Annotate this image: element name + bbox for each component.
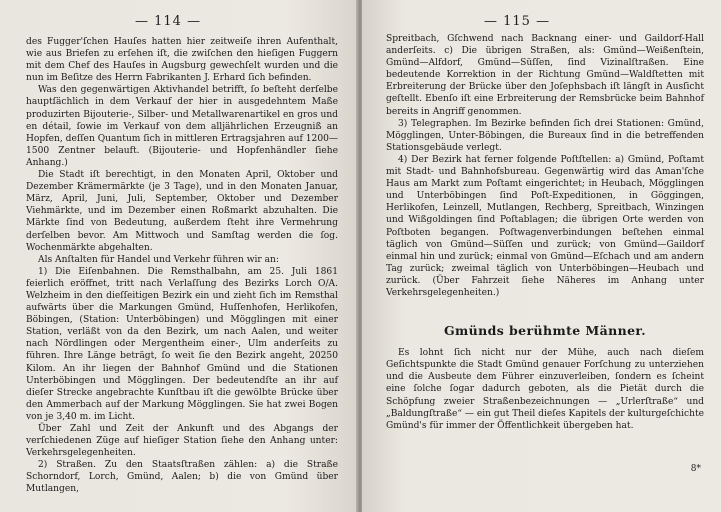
paragraph: 2) Straßen. Zu den Staatsſtraßen zählen: a) die Straße Schorndorf, Lorch, Gmünd, Aalen; b) die von Gmünd über Mutlangen,: [26, 460, 338, 495]
section-heading: Gmünds berühmte Männer.: [443, 323, 647, 339]
paragraph: 4) Der Bezirk hat ferner folgende Poſtſtellen: a) Gmünd, Poſtamt mit Stadt- und Bahnhofsbureau. Gegenwärtig wird das Aman'ſche Haus am Markt zum Poſtamt eingerichtet; in Heubach, Mögglingen und Unterböbingen ſind Poſt-Expeditionen, in Göggingen, Herlikofen, Leinzell, Mutlangen, Rechberg, Spreitbach, Winzingen und Wißgoldingen ſind Poſtablagen; die übrigen Orte werden von Poſtboten begangen. Poſtwagenverbindungen beſtehen einmal täglich von Gmünd—Süſſen und zurück; von Gmünd—Gaildorf einmal hin und zurück; einmal von Gmünd—Eſchach und am andern Tag zurück; zweimal täglich von Unterböbingen—Heubach und zurück. (Über Fahrzeit ſiehe Näheres im Anhang unter Verkehrsgelegenheiten.): [386, 154, 704, 298]
paragraph: Als Anſtalten für Handel und Verkehr führen wir an:: [38, 254, 279, 265]
page-number: — 115 —: [484, 14, 551, 29]
paragraph: Die Stadt iſt berechtigt, in den Monaten April, Oktober und Dezember Krämermärkte (je 3 Tage), und in den Monaten Januar, März, April, Juni, Juli, September, Oktober und Dezember Viehmärkte, und im Dezember einen Roßmarkt abzuhalten. Die Märkte ſind von Bedeutung, außerdem ſteht ihre Vermehrung derſelben bevor. Am Mittwoch und Samſtag werden die ſog. Wochenmärkte abgehalten.: [26, 170, 338, 253]
paragraph: Über Zahl und Zeit der Ankunft und des Abgangs der verſchiedenen Züge auf hieſiger Station ſiehe den Anhang unter: Verkehrsgelegenheiten.: [26, 424, 338, 459]
paragraph: Spreitbach, Gſchwend nach Backnang einer- und Gaildorf-Hall anderſeits. c) Die übrigen Straßen, als: Gmünd—Weißenſtein, Gmünd—Alfdorf, Gmünd—Süſſen, ſind Vizinalſtraßen. Eine bedeutende Korrektion in der Richtung Gmünd—Waldſtetten mit Erbreiterung der Brücke über den Joſephsbach iſt längſt in Ausſicht geſtellt. Ebenſo iſt eine Erbreiterung der Remsbrücke beim Bahnhof bereits in Angriff genommen.: [386, 34, 704, 117]
left-page: [0, 0, 358, 512]
page-number: — 114 —: [135, 14, 202, 29]
paragraph: Es lohnt ſich nicht nur der Mühe, auch nach dieſem Geſichtspunkte die Stadt Gmünd genauer Forſchung zu unterziehen und die Ausbeute dem Führer einzuverleiben, ſondern es ſcheint eine ſolche ſogar dadurch geboten, als die Pietät durch die Schöpfung zweier Straßenbezeichnungen — „Urlerſtraße“ und „Baldungſtraße“ — ein gut Theil dieſes Kapitels der kulturgeſchichte Gmünd's für immer der Öffentlichkeit übergeben hat.: [386, 348, 704, 431]
right-page-body: [386, 33, 704, 432]
paragraph: des Fugger'ſchen Hauſes hatten hier zeitweiſe ihren Aufenthalt, wie aus Briefen zu erſehen iſt, die zwiſchen den hieſigen Fuggern mit dem Chef des Hauſes in Augsburg gewechſelt wurden und die nun im Beſitze des Herrn Fabrikanten J. Erhard ſich befinden.: [26, 37, 338, 84]
paragraph: 3) Telegraphen. Im Bezirke befinden ſich drei Stationen: Gmünd, Mögglingen, Unter-Böbingen, die Bureaux ſind in die betreffenden Stationsgebäude verlegt.: [386, 118, 704, 153]
right-page: [362, 0, 721, 512]
signature-mark: 8*: [690, 464, 701, 474]
paragraph: Was den gegenwärtigen Aktivhandel betrifft, ſo beſteht derſelbe hauptſächlich in dem Verkauf der hier in ausgedehntem Maße produzirten Bijouterie-, Silber- und Metallwarenartikel en gros und en détail, ſowie im Verkauf von dem alljährlichen Erzeugniß an Hopfen, deſſen Quantum ſich in mittleren Ertragsjahren auf 1200—1500 Zentner belauft. (Bijouterie- und Hopfenhändler ſiehe Anhang.): [26, 85, 338, 168]
left-page-body: [26, 36, 338, 496]
paragraph: 1) Die Eiſenbahnen. Die Remsthalbahn, am 25. Juli 1861 feierlich eröffnet, tritt nach Verlaſſung des Bezirks Lorch O/A. Welzheim in den dieſſeitigen Bezirk ein und zieht ſich im Remsthal aufwärts über die Markungen Gmünd, Huſſenhofen, Herlikofen, Böbingen, (Station: Unterböbingen) und Mögglingen mit einer Station, verläßt von da den Bezirk, um nach Aalen, und weiter nach Nördlingen oder Mergentheim einer-, Ulm anderſeits zu führen. Ihre Länge beträgt, ſo weit ſie den Bezirk angeht, 20250 Kilom. An ihr liegen der Bahnhof Gmünd und die Stationen Unterböbingen und Mögglingen. Der bedeutendſte an ihr auf dieſer Strecke angebrachte Kunſtbau iſt die gewölbte Brücke über den Ammerbach auf der Markung Mögglingen. Sie hat zwei Bogen von je 3,40 m. im Licht.: [26, 266, 338, 422]
